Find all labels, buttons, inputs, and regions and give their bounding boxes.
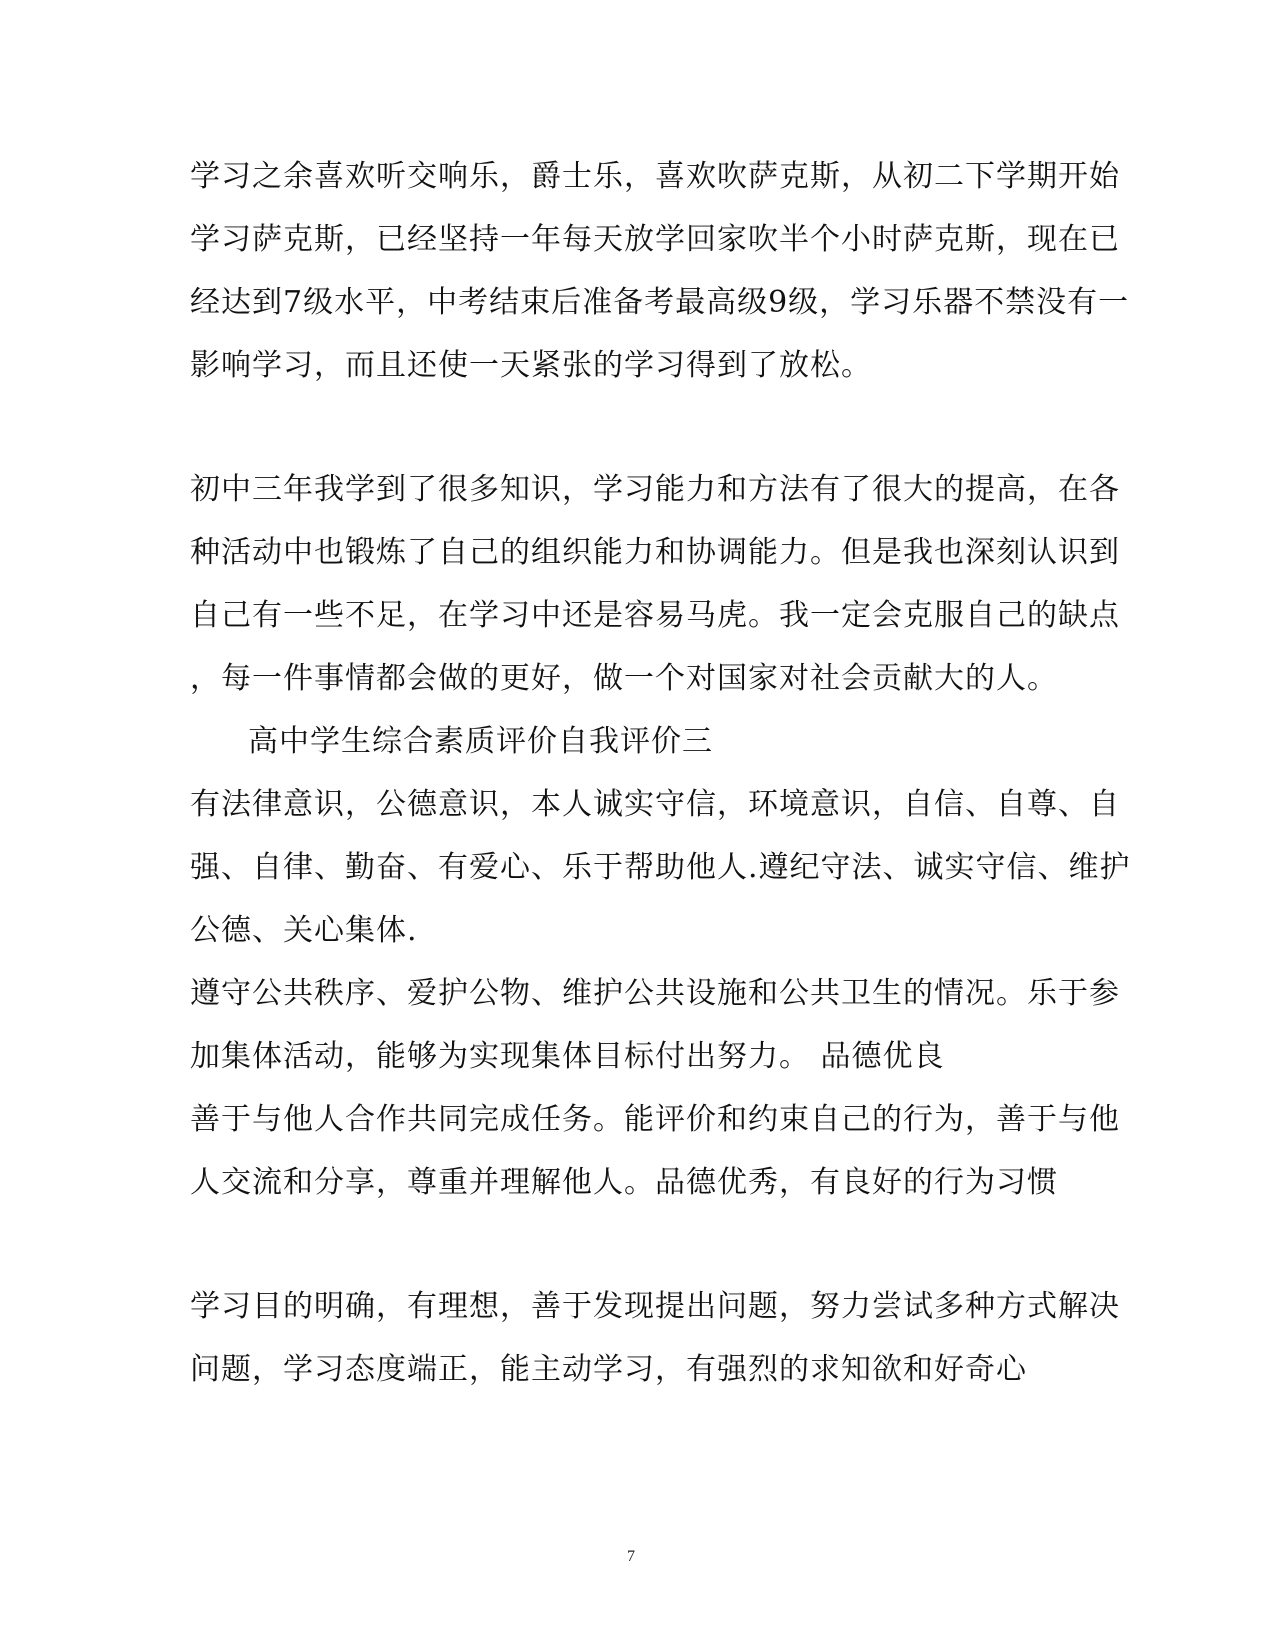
paragraph-3-line-3: 公德、关心集体. [190,913,418,948]
page-number: 7 [627,1548,635,1565]
paragraph-5-line-2: 人交流和分享，尊重并理解他人。品德优秀，有良好的行为习惯 [190,1165,1058,1200]
section-heading: 高中学生综合素质评价自我评价三 [248,724,713,759]
paragraph-6-line-1: 学习目的明确，有理想，善于发现提出问题，努力尝试多种方式解决 [190,1289,1120,1324]
paragraph-2-line-1: 初中三年我学到了很多知识，学习能力和方法有了很大的提高，在各 [190,472,1120,507]
paragraph-2-line-4: ，每一件事情都会做的更好，做一个对国家对社会贡献大的人。 [190,661,1058,696]
paragraph-1-line-3: 经达到7级水平，中考结束后准备考最高级9级，学习乐器不禁没有一 [190,285,1130,320]
paragraph-2-line-3: 自己有一些不足，在学习中还是容易马虎。我一定会克服自己的缺点 [190,598,1120,633]
paragraph-5-line-1: 善于与他人合作共同完成任务。能评价和约束自己的行为，善于与他 [190,1102,1120,1137]
paragraph-4-line-2: 加集体活动，能够为实现集体目标付出努力。 品德优良 [190,1039,945,1074]
paragraph-1-line-4: 影响学习，而且还使一天紧张的学习得到了放松。 [190,348,872,383]
paragraph-6-line-2: 问题，学习态度端正，能主动学习，有强烈的求知欲和好奇心 [190,1352,1027,1387]
paragraph-3-line-2: 强、自律、勤奋、有爱心、乐于帮助他人.遵纪守法、诚实守信、维护 [190,850,1131,885]
paragraph-1-line-2: 学习萨克斯，已经坚持一年每天放学回家吹半个小时萨克斯，现在已 [190,222,1120,257]
paragraph-4-line-1: 遵守公共秩序、爱护公物、维护公共设施和公共卫生的情况。乐于参 [190,976,1120,1011]
paragraph-2-line-2: 种活动中也锻炼了自己的组织能力和协调能力。但是我也深刻认识到 [190,535,1120,570]
paragraph-3-line-1: 有法律意识，公德意识，本人诚实守信，环境意识，自信、自尊、自 [190,787,1120,822]
paragraph-1-line-1: 学习之余喜欢听交响乐，爵士乐，喜欢吹萨克斯，从初二下学期开始 [190,159,1120,194]
